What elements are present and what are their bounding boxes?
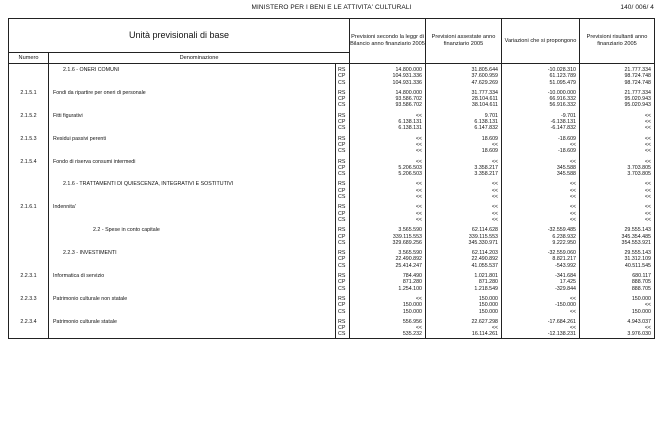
budget-table	[8, 18, 655, 339]
amount-cell: 16.114.261	[426, 331, 502, 338]
amount-cell: <<	[502, 181, 580, 187]
denomination-text: Indennita'	[53, 204, 76, 211]
amount-cell: <<	[580, 113, 655, 119]
amount-cell: 150.000	[426, 309, 502, 315]
amount-cell: 345.330.971	[426, 240, 502, 246]
amount-cell: 9.222.950	[502, 240, 580, 246]
amount-cell: <<	[580, 211, 655, 217]
amount-cell: 354.553.921	[580, 240, 655, 246]
denomination-text: 2.1.6 - ONERI COMUNI	[63, 67, 120, 73]
line-code: CP	[336, 211, 350, 217]
line-code: CP	[336, 96, 350, 102]
col-header-denominazione: Denominazione	[49, 53, 350, 64]
amount-cell: <<	[350, 188, 426, 194]
amount-cell: 871.280	[350, 279, 426, 285]
amount-cell: 41.055.537	[426, 263, 502, 269]
amount-cell: 51.095.479	[502, 80, 580, 86]
amount-cell: <<	[502, 194, 580, 200]
amount-cell: <<	[580, 181, 655, 187]
amount-cell: <<	[502, 217, 580, 223]
amount-cell: 29.555.143	[580, 250, 655, 256]
amount-cell: <<	[426, 217, 502, 223]
line-code: RS	[336, 113, 350, 119]
amount-cell: 3.358.217	[426, 165, 502, 171]
line-code: CP	[336, 165, 350, 171]
row-number: 2.2.3.1	[9, 273, 49, 279]
amount-cell: -10.028.310	[502, 64, 580, 74]
amount-cell: 339.115.553	[426, 234, 502, 240]
amount-cell: 888.705	[580, 279, 655, 285]
table-body	[9, 64, 655, 339]
col-header-bilancio: Previsioni secondo la leggr di Bilancio anno finanziario 2005	[350, 19, 426, 64]
amount-cell: 5.206.503	[350, 165, 426, 171]
line-code: CS	[336, 194, 350, 200]
denomination-text: Residui passivi perenti	[53, 135, 106, 142]
row-denomination	[49, 64, 336, 74]
amount-cell: -9.701	[502, 113, 580, 119]
denomination-text: 2.2 - Spese in conto capitale	[93, 227, 160, 234]
amount-cell: 93.586.702	[350, 102, 426, 108]
row-number	[9, 64, 49, 74]
amount-cell: 3.358.217	[426, 171, 502, 177]
amount-cell: <<	[426, 188, 502, 194]
line-code: CP	[336, 188, 350, 194]
amount-cell: 3.703.805	[580, 171, 655, 177]
amount-cell: 3.703.805	[580, 165, 655, 171]
line-code: RS	[336, 273, 350, 279]
amount-cell: 31.312.109	[580, 256, 655, 262]
line-code: CS	[336, 102, 350, 108]
table-row	[9, 64, 655, 74]
amount-cell: -543.992	[502, 263, 580, 269]
amount-cell: 150.000	[580, 296, 655, 302]
row-number: 2.1.5.2	[9, 113, 49, 119]
amount-cell: 535.232	[350, 331, 426, 338]
amount-cell: <<	[350, 211, 426, 217]
amount-cell: 329.689.256	[350, 240, 426, 246]
table-title: Unità previsionali di base	[9, 19, 350, 53]
amount-cell: 104.931.336	[350, 80, 426, 86]
col-header-assestate: Previsioni assestate anno finanziario 2005	[426, 19, 502, 64]
amount-cell: <<	[580, 136, 655, 142]
denomination-text: Patrimonio culturale statale	[53, 318, 117, 325]
amount-cell: 6.138.131	[350, 125, 426, 131]
amount-cell: 40.511.545	[580, 263, 655, 269]
row-denomination	[49, 331, 336, 338]
amount-cell: <<	[502, 309, 580, 315]
line-code: CS	[336, 80, 350, 86]
amount-cell: 339.115.553	[350, 234, 426, 240]
amount-cell: <<	[426, 194, 502, 200]
row-number: 2.1.6.1	[9, 204, 49, 210]
denomination-text: Fitti figurativi	[53, 112, 83, 119]
amount-cell: <<	[580, 148, 655, 154]
amount-cell: 345.588	[502, 171, 580, 177]
amount-cell: 6.238.932	[502, 234, 580, 240]
amount-cell: -329.844	[502, 286, 580, 292]
amount-cell: <<	[350, 148, 426, 154]
line-code: CS	[336, 309, 350, 315]
line-code: CS	[336, 240, 350, 246]
amount-cell: 31.805.644	[426, 64, 502, 74]
amount-cell: -12.138.231	[502, 331, 580, 338]
amount-cell: -10.000.000	[502, 90, 580, 96]
document-reference: 140/ 006/ 4	[620, 4, 654, 11]
amount-cell: <<	[426, 204, 502, 210]
amount-cell: -150.000	[502, 302, 580, 308]
amount-cell: -32.559.060	[502, 250, 580, 256]
amount-cell: 98.724.748	[580, 73, 655, 79]
amount-cell: -6.138.131	[502, 119, 580, 125]
row-number: 2.1.5.1	[9, 90, 49, 96]
denomination-text: 2.2.3 - INVESTIMENTI	[63, 250, 117, 257]
amount-cell: 95.020.943	[580, 96, 655, 102]
amount-cell: 5.206.503	[350, 171, 426, 177]
col-header-risultanti: Previsioni risultanti anno finanziario 2005	[580, 19, 655, 64]
amount-cell: 150.000	[426, 296, 502, 302]
amount-cell: <<	[502, 204, 580, 210]
amount-cell: <<	[350, 142, 426, 148]
amount-cell: <<	[502, 211, 580, 217]
amount-cell: 95.020.943	[580, 102, 655, 108]
amount-cell: <<	[350, 194, 426, 200]
amount-cell: 3.976.030	[580, 331, 655, 338]
amount-cell: 345.354.485	[580, 234, 655, 240]
amount-cell: -6.147.832	[502, 125, 580, 131]
amount-cell: <<	[580, 119, 655, 125]
line-code: CP	[336, 73, 350, 79]
ministry-heading: MINISTERO PER I BENI E LE ATTIVITA' CULTURALI	[251, 4, 412, 11]
amount-cell: <<	[580, 159, 655, 165]
amount-cell: 345.588	[502, 165, 580, 171]
amount-cell: <<	[350, 296, 426, 302]
line-code: RS	[336, 204, 350, 210]
amount-cell: 38.104.611	[426, 102, 502, 108]
amount-cell: 871.280	[426, 279, 502, 285]
amount-cell: 3.565.590	[350, 250, 426, 256]
amount-cell: -18.609	[502, 136, 580, 142]
amount-cell: 8.821.217	[502, 256, 580, 262]
line-code: RS	[336, 227, 350, 233]
amount-cell: 22.490.892	[350, 256, 426, 262]
line-code: CP	[336, 325, 350, 331]
amount-cell: <<	[426, 142, 502, 148]
amount-cell: 21.777.334	[580, 64, 655, 74]
amount-cell: 3.565.590	[350, 227, 426, 233]
amount-cell: <<	[502, 159, 580, 165]
amount-cell: <<	[350, 136, 426, 142]
amount-cell: <<	[502, 142, 580, 148]
amount-cell: <<	[580, 204, 655, 210]
amount-cell: 784.490	[350, 273, 426, 279]
amount-cell: <<	[580, 325, 655, 331]
amount-cell: 31.777.334	[426, 90, 502, 96]
line-code: CS	[336, 286, 350, 292]
col-header-variazioni: Variazioni che si propongono	[502, 19, 580, 64]
amount-cell: 150.000	[350, 302, 426, 308]
amount-cell: 22.627.298	[426, 319, 502, 325]
amount-cell: 14.800.000	[350, 64, 426, 74]
line-code: RS	[336, 296, 350, 302]
line-code: CS	[336, 171, 350, 177]
amount-cell: 29.555.143	[580, 227, 655, 233]
amount-cell: 25.414.247	[350, 263, 426, 269]
amount-cell: <<	[350, 217, 426, 223]
amount-cell: 888.705	[580, 286, 655, 292]
line-code: CS	[336, 217, 350, 223]
amount-cell: 18.609	[426, 148, 502, 154]
amount-cell: <<	[350, 325, 426, 331]
denomination-text: Fondo di riserva consumi intermedi	[53, 158, 136, 165]
line-code: RS	[336, 181, 350, 187]
amount-cell: 28.104.611	[426, 96, 502, 102]
line-code: CP	[336, 256, 350, 262]
amount-cell: 98.724.748	[580, 80, 655, 86]
denomination-text: Fondi da ripartire per oneri di personale	[53, 89, 146, 96]
amount-cell: 104.931.336	[350, 73, 426, 79]
amount-cell: 66.916.332	[502, 96, 580, 102]
amount-cell: 556.956	[350, 319, 426, 325]
amount-cell: 47.629.269	[426, 80, 502, 86]
amount-cell: 680.117	[580, 273, 655, 279]
amount-cell: 62.114.203	[426, 250, 502, 256]
row-number: 2.1.5.4	[9, 159, 49, 165]
amount-cell: <<	[580, 142, 655, 148]
amount-cell: 61.123.789	[502, 73, 580, 79]
amount-cell: 21.777.334	[580, 90, 655, 96]
row-number: 2.2.3.3	[9, 296, 49, 302]
line-code: CS	[336, 263, 350, 269]
amount-cell: 1.254.100	[350, 286, 426, 292]
col-header-numero: Numero	[9, 53, 49, 64]
amount-cell: 6.138.131	[350, 119, 426, 125]
denomination-text: Patrimonio culturale non statale	[53, 295, 128, 302]
amount-cell: <<	[350, 204, 426, 210]
amount-cell: <<	[426, 181, 502, 187]
line-code: RS	[336, 250, 350, 256]
line-code: RS	[336, 319, 350, 325]
amount-cell: 150.000	[426, 302, 502, 308]
line-code: RS	[336, 90, 350, 96]
table-row	[9, 331, 655, 338]
line-code: CP	[336, 302, 350, 308]
amount-cell: 56.916.332	[502, 102, 580, 108]
line-code: CS	[336, 125, 350, 131]
denomination-text: Informatica di servizio	[53, 273, 105, 280]
amount-cell: 17.425	[502, 279, 580, 285]
amount-cell: <<	[580, 302, 655, 308]
denomination-text: 2.1.6 - TRATTAMENTI DI QUIESCENZA, INTEGRATIVI E SOSTITUTIVI	[63, 181, 234, 188]
line-code: CS	[336, 331, 350, 338]
amount-cell: <<	[502, 188, 580, 194]
amount-cell: 4.943.037	[580, 319, 655, 325]
amount-cell: 6.147.832	[426, 125, 502, 131]
amount-cell: <<	[580, 125, 655, 131]
amount-cell: <<	[426, 159, 502, 165]
amount-cell: 62.114.628	[426, 227, 502, 233]
amount-cell: <<	[502, 296, 580, 302]
amount-cell: <<	[426, 211, 502, 217]
line-code: RS	[336, 136, 350, 142]
amount-cell: 22.490.892	[426, 256, 502, 262]
amount-cell: 150.000	[350, 309, 426, 315]
amount-cell: <<	[580, 217, 655, 223]
amount-cell: 37.600.959	[426, 73, 502, 79]
line-code: CP	[336, 234, 350, 240]
amount-cell: 18.609	[426, 136, 502, 142]
amount-cell: 93.586.702	[350, 96, 426, 102]
amount-cell: <<	[426, 325, 502, 331]
amount-cell: -32.559.485	[502, 227, 580, 233]
amount-cell: 1.218.549	[426, 286, 502, 292]
row-number: 2.2.3.4	[9, 319, 49, 325]
amount-cell: 6.138.131	[426, 119, 502, 125]
amount-cell: 14.800.000	[350, 90, 426, 96]
amount-cell: 150.000	[580, 309, 655, 315]
amount-cell: 9.701	[426, 113, 502, 119]
line-code: CP	[336, 142, 350, 148]
amount-cell: <<	[580, 194, 655, 200]
row-number: 2.1.5.3	[9, 136, 49, 142]
amount-cell: -341.684	[502, 273, 580, 279]
amount-cell: <<	[350, 113, 426, 119]
amount-cell: <<	[350, 181, 426, 187]
line-code: RS	[336, 159, 350, 165]
row-number	[9, 331, 49, 338]
line-code: CP	[336, 279, 350, 285]
line-code: CS	[336, 148, 350, 154]
line-code: RS	[336, 64, 350, 74]
amount-cell: <<	[580, 188, 655, 194]
amount-cell: -18.609	[502, 148, 580, 154]
line-code: CP	[336, 119, 350, 125]
amount-cell: <<	[350, 159, 426, 165]
amount-cell: <<	[502, 325, 580, 331]
amount-cell: -17.684.261	[502, 319, 580, 325]
amount-cell: 1.021.801	[426, 273, 502, 279]
